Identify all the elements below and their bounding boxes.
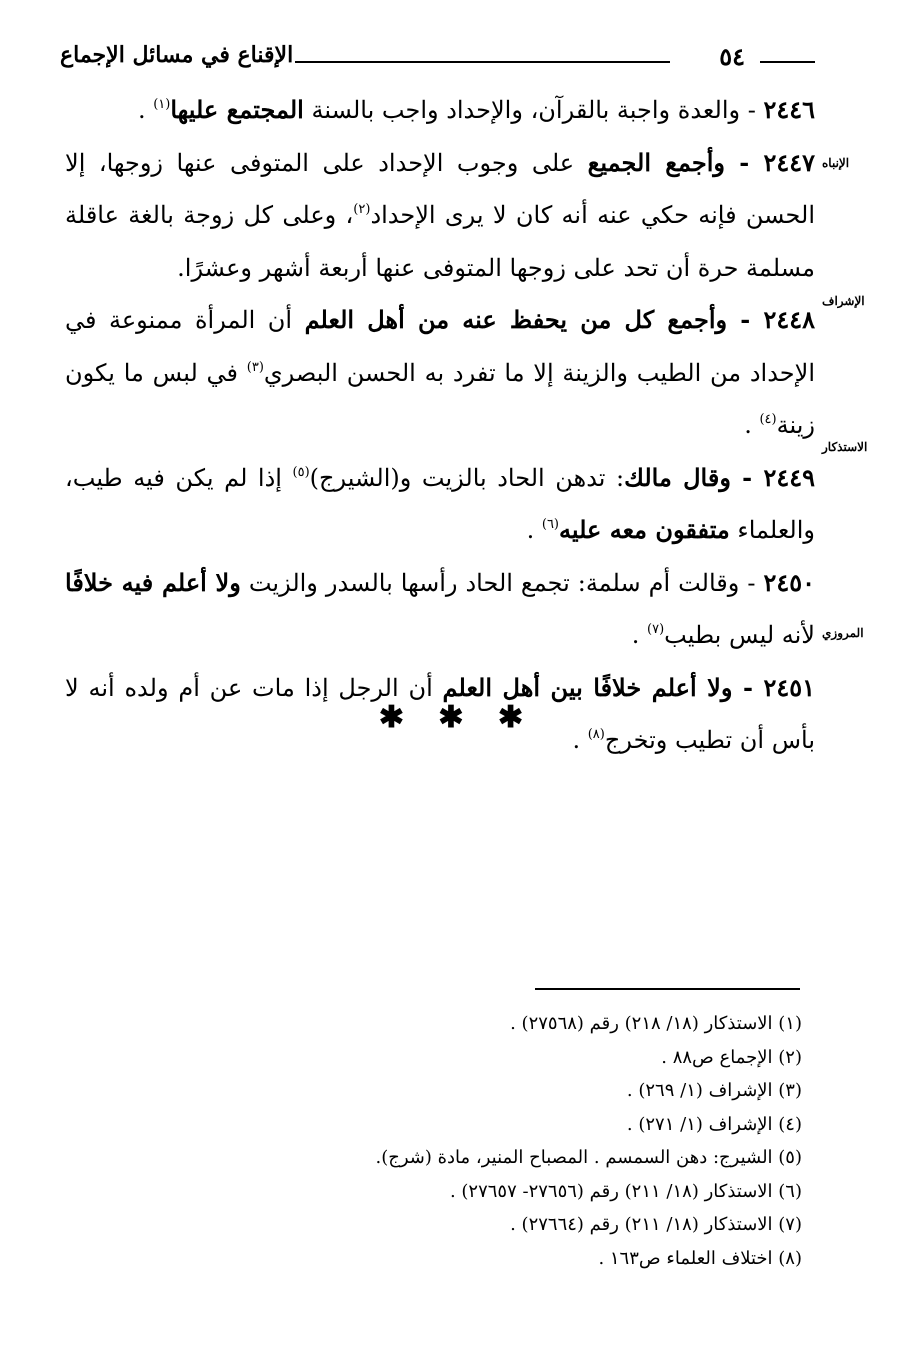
paragraph-tail: في لبس ما يكون زينة <box>65 358 815 439</box>
entry-number: ٢٤٤٨ <box>763 305 815 334</box>
entry-number: ٢٤٤٩ <box>763 462 815 492</box>
margin-source-label: الإنباه <box>822 156 850 170</box>
paragraph-text: - والعدة واجبة بالقرآن، والإحداد واجب بالسنة <box>303 96 764 124</box>
bold-phrase: ولا أعلم فيه خلافًا <box>65 567 241 597</box>
page-number: ٥٤ <box>719 42 745 71</box>
footnote-ref[interactable]: (٦) <box>541 517 559 532</box>
bold-phrase: - وأجمع الجميع <box>587 147 764 177</box>
paragraph-tail: . <box>526 516 542 544</box>
footnote-item: (٢) الإجماع ص٨٨ . <box>661 1046 802 1068</box>
footnote-item: (٧) الاستذكار (١٨/ ٢١١) رقم (٢٧٦٦٤) . <box>510 1214 802 1235</box>
footnotes <box>282 1007 802 1275</box>
paragraph-tail: . <box>744 411 760 439</box>
bold-phrase: متفقون معه عليه <box>559 515 730 544</box>
paragraph-text: - وقالت أم سلمة: تجمع الحاد رأسها بالسدر والزيت <box>240 568 764 597</box>
paragraph-tail: ، وعلى كل زوجة بالغة عاقلة مسلمة حرة أن تحد على زوجها المتوفى عنها أربعة أشهر وعشرًا. <box>65 201 815 282</box>
header-rule-middle <box>295 61 670 63</box>
margin-source-label: الاستذكار <box>822 440 868 454</box>
paragraph-2450 <box>65 557 815 662</box>
paragraph-tail: لأنه ليس بطيب <box>664 621 815 649</box>
bold-phrase: - وأجمع كل من يحفظ عنه من أهل العلم <box>304 305 764 334</box>
footnote-ref[interactable]: (٥) <box>292 464 310 480</box>
footnote-item: (١) الاستذكار (١٨/ ٢١٨) رقم (٢٧٥٦٨) . <box>510 1013 802 1034</box>
footnote-ref[interactable]: (٨) <box>587 727 605 742</box>
paragraph-tail: إذا لم يكن فيه طيب، والعلماء <box>65 463 815 544</box>
footnote-item: (٨) اختلاف العلماء ص١٦٣ . <box>598 1247 802 1269</box>
main-text <box>65 84 815 767</box>
paragraph-text: على وجوب الإحداد على المتوفى عنها زوجها، إلا الحسن فإنه حكي عنه أنه كان لا يرى الإحداد <box>65 148 816 229</box>
paragraph-2446 <box>65 84 815 137</box>
footnote-ref[interactable]: (١) <box>153 97 171 112</box>
entry-number: ٢٤٥٠ <box>763 567 815 597</box>
book-title: الإقناع في مسائل الإجماع <box>60 42 294 68</box>
paragraph-2449 <box>65 452 815 557</box>
bold-phrase: - ولا أعلم خلافًا بين أهل العلم <box>442 672 764 702</box>
paragraph-text: أن الرجل إذا مات عن أم ولده أنه لا بأس أن تطيب وتخرج <box>65 673 815 754</box>
paragraph-2448 <box>65 294 815 452</box>
footnote-item: (٤) الإشراف (١/ ٢٧١) . <box>626 1113 802 1135</box>
entry-number: ٢٤٥١ <box>763 672 815 702</box>
margin-source-label: الإشراف <box>822 294 865 308</box>
footnote-divider <box>535 988 800 990</box>
footnote-ref[interactable]: (٣) <box>246 359 264 375</box>
paragraph-tail: . <box>572 726 588 754</box>
entry-number: ٢٤٤٦ <box>763 95 815 124</box>
running-header <box>60 38 815 78</box>
bold-phrase: المجتمع عليها <box>170 95 304 124</box>
paragraph-tail: . <box>631 621 648 649</box>
footnote-item: (٣) الإشراف (١/ ٢٦٩) . <box>626 1080 802 1101</box>
footnote-ref[interactable]: (٢) <box>353 202 371 217</box>
paragraph-tail: . <box>137 96 154 124</box>
header-rule-right <box>760 61 815 63</box>
entry-number: ٢٤٤٧ <box>763 147 815 177</box>
paragraph-text: : تدهن الحاد بالزيت و(الشيرج) <box>309 463 625 492</box>
footnote-item: (٥) الشيرج: دهن السمسم . المصباح المنير، مادة (شرج). <box>375 1147 802 1168</box>
paragraph-2447 <box>65 137 815 295</box>
section-separator: ✱ ✱ ✱ <box>378 700 536 735</box>
footnote-ref[interactable]: (٧) <box>647 622 665 637</box>
footnote-ref[interactable]: (٤) <box>759 412 777 427</box>
footnote-item: (٦) الاستذكار (١٨/ ٢١١) رقم (٢٧٦٥٦- ٢٧٦٥٧) . <box>449 1180 802 1202</box>
bold-phrase: - وقال مالك <box>624 462 764 492</box>
margin-source-label: المروزي <box>822 626 864 640</box>
paragraph-text: أن المرأة ممنوعة في الإحداد من الطيب والزينة إلا ما تفرد به الحسن البصري <box>65 306 815 387</box>
